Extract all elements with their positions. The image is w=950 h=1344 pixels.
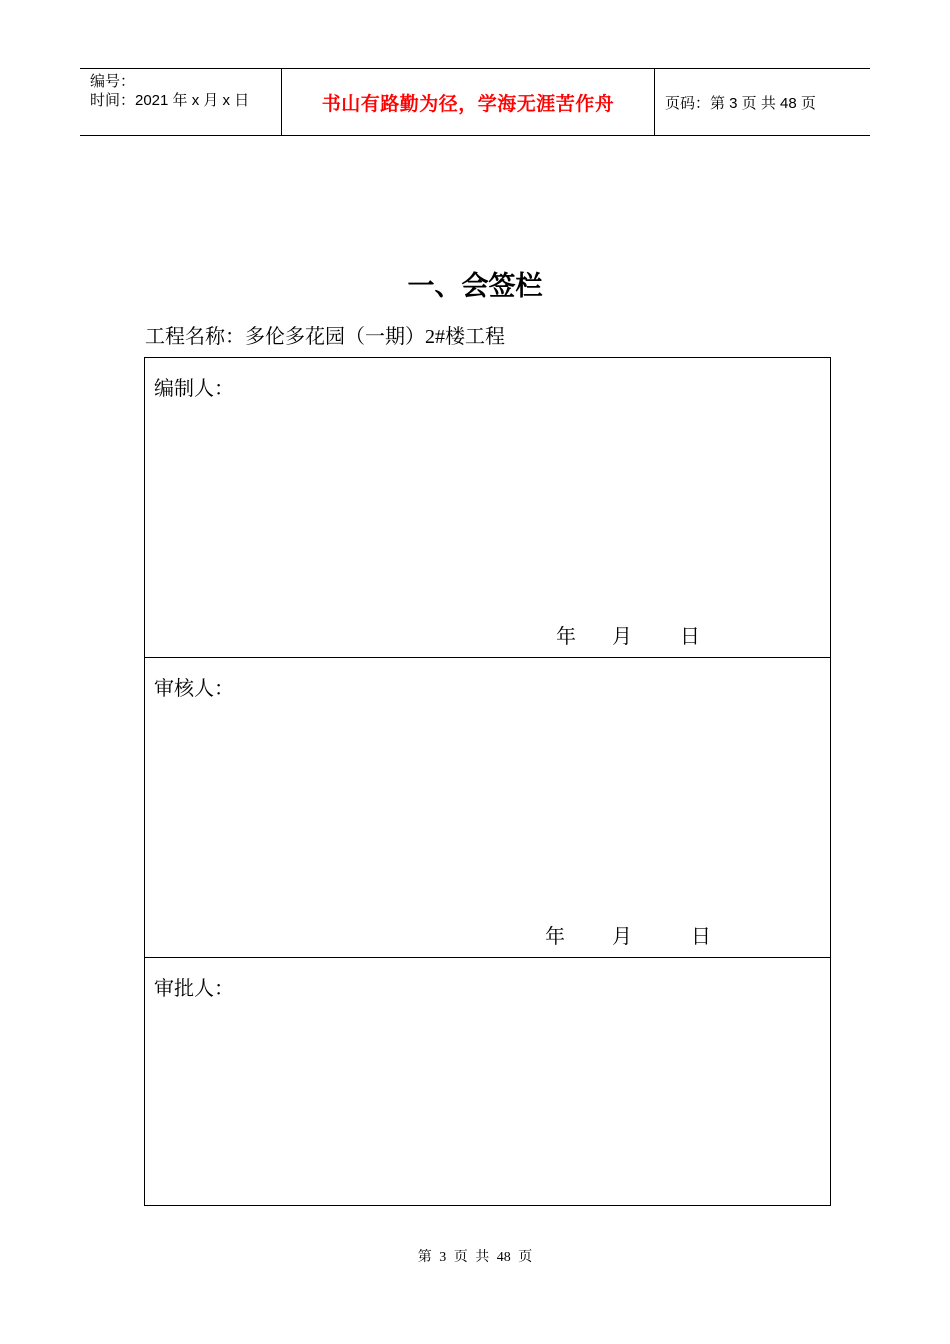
header-slogan: 书山有路勤为径，学海无涯苦作舟 bbox=[282, 69, 655, 135]
compiler-month: 月 bbox=[612, 626, 632, 648]
reviewer-month: 月 bbox=[612, 926, 632, 948]
signature-table bbox=[144, 357, 831, 1206]
page-footer: 第 3 页 共 48 页 bbox=[417, 1250, 533, 1265]
header-page-info: 页码：第 3 页 共 48 页 bbox=[665, 94, 816, 112]
compiler-label: 编制人： bbox=[154, 378, 234, 400]
header-meta bbox=[80, 69, 282, 135]
reviewer-section bbox=[145, 658, 830, 958]
compiler-day: 日 bbox=[680, 626, 700, 648]
compiler-year: 年 bbox=[556, 626, 576, 648]
reviewer-year: 年 bbox=[545, 926, 565, 948]
page-header bbox=[80, 68, 870, 136]
section-title: 一、会签栏 bbox=[407, 271, 543, 302]
reviewer-day: 日 bbox=[691, 926, 711, 948]
approver-label: 审批人： bbox=[154, 978, 234, 1000]
reviewer-label: 审核人： bbox=[154, 678, 234, 700]
number-label: 编号： bbox=[90, 73, 136, 90]
approver-section bbox=[145, 958, 830, 1205]
project-name: 工程名称：多伦多花园（一期）2#楼工程 bbox=[145, 326, 505, 348]
compiler-section bbox=[145, 358, 830, 658]
time-label: 时间：2021 年 x 月 x 日 bbox=[90, 92, 250, 109]
